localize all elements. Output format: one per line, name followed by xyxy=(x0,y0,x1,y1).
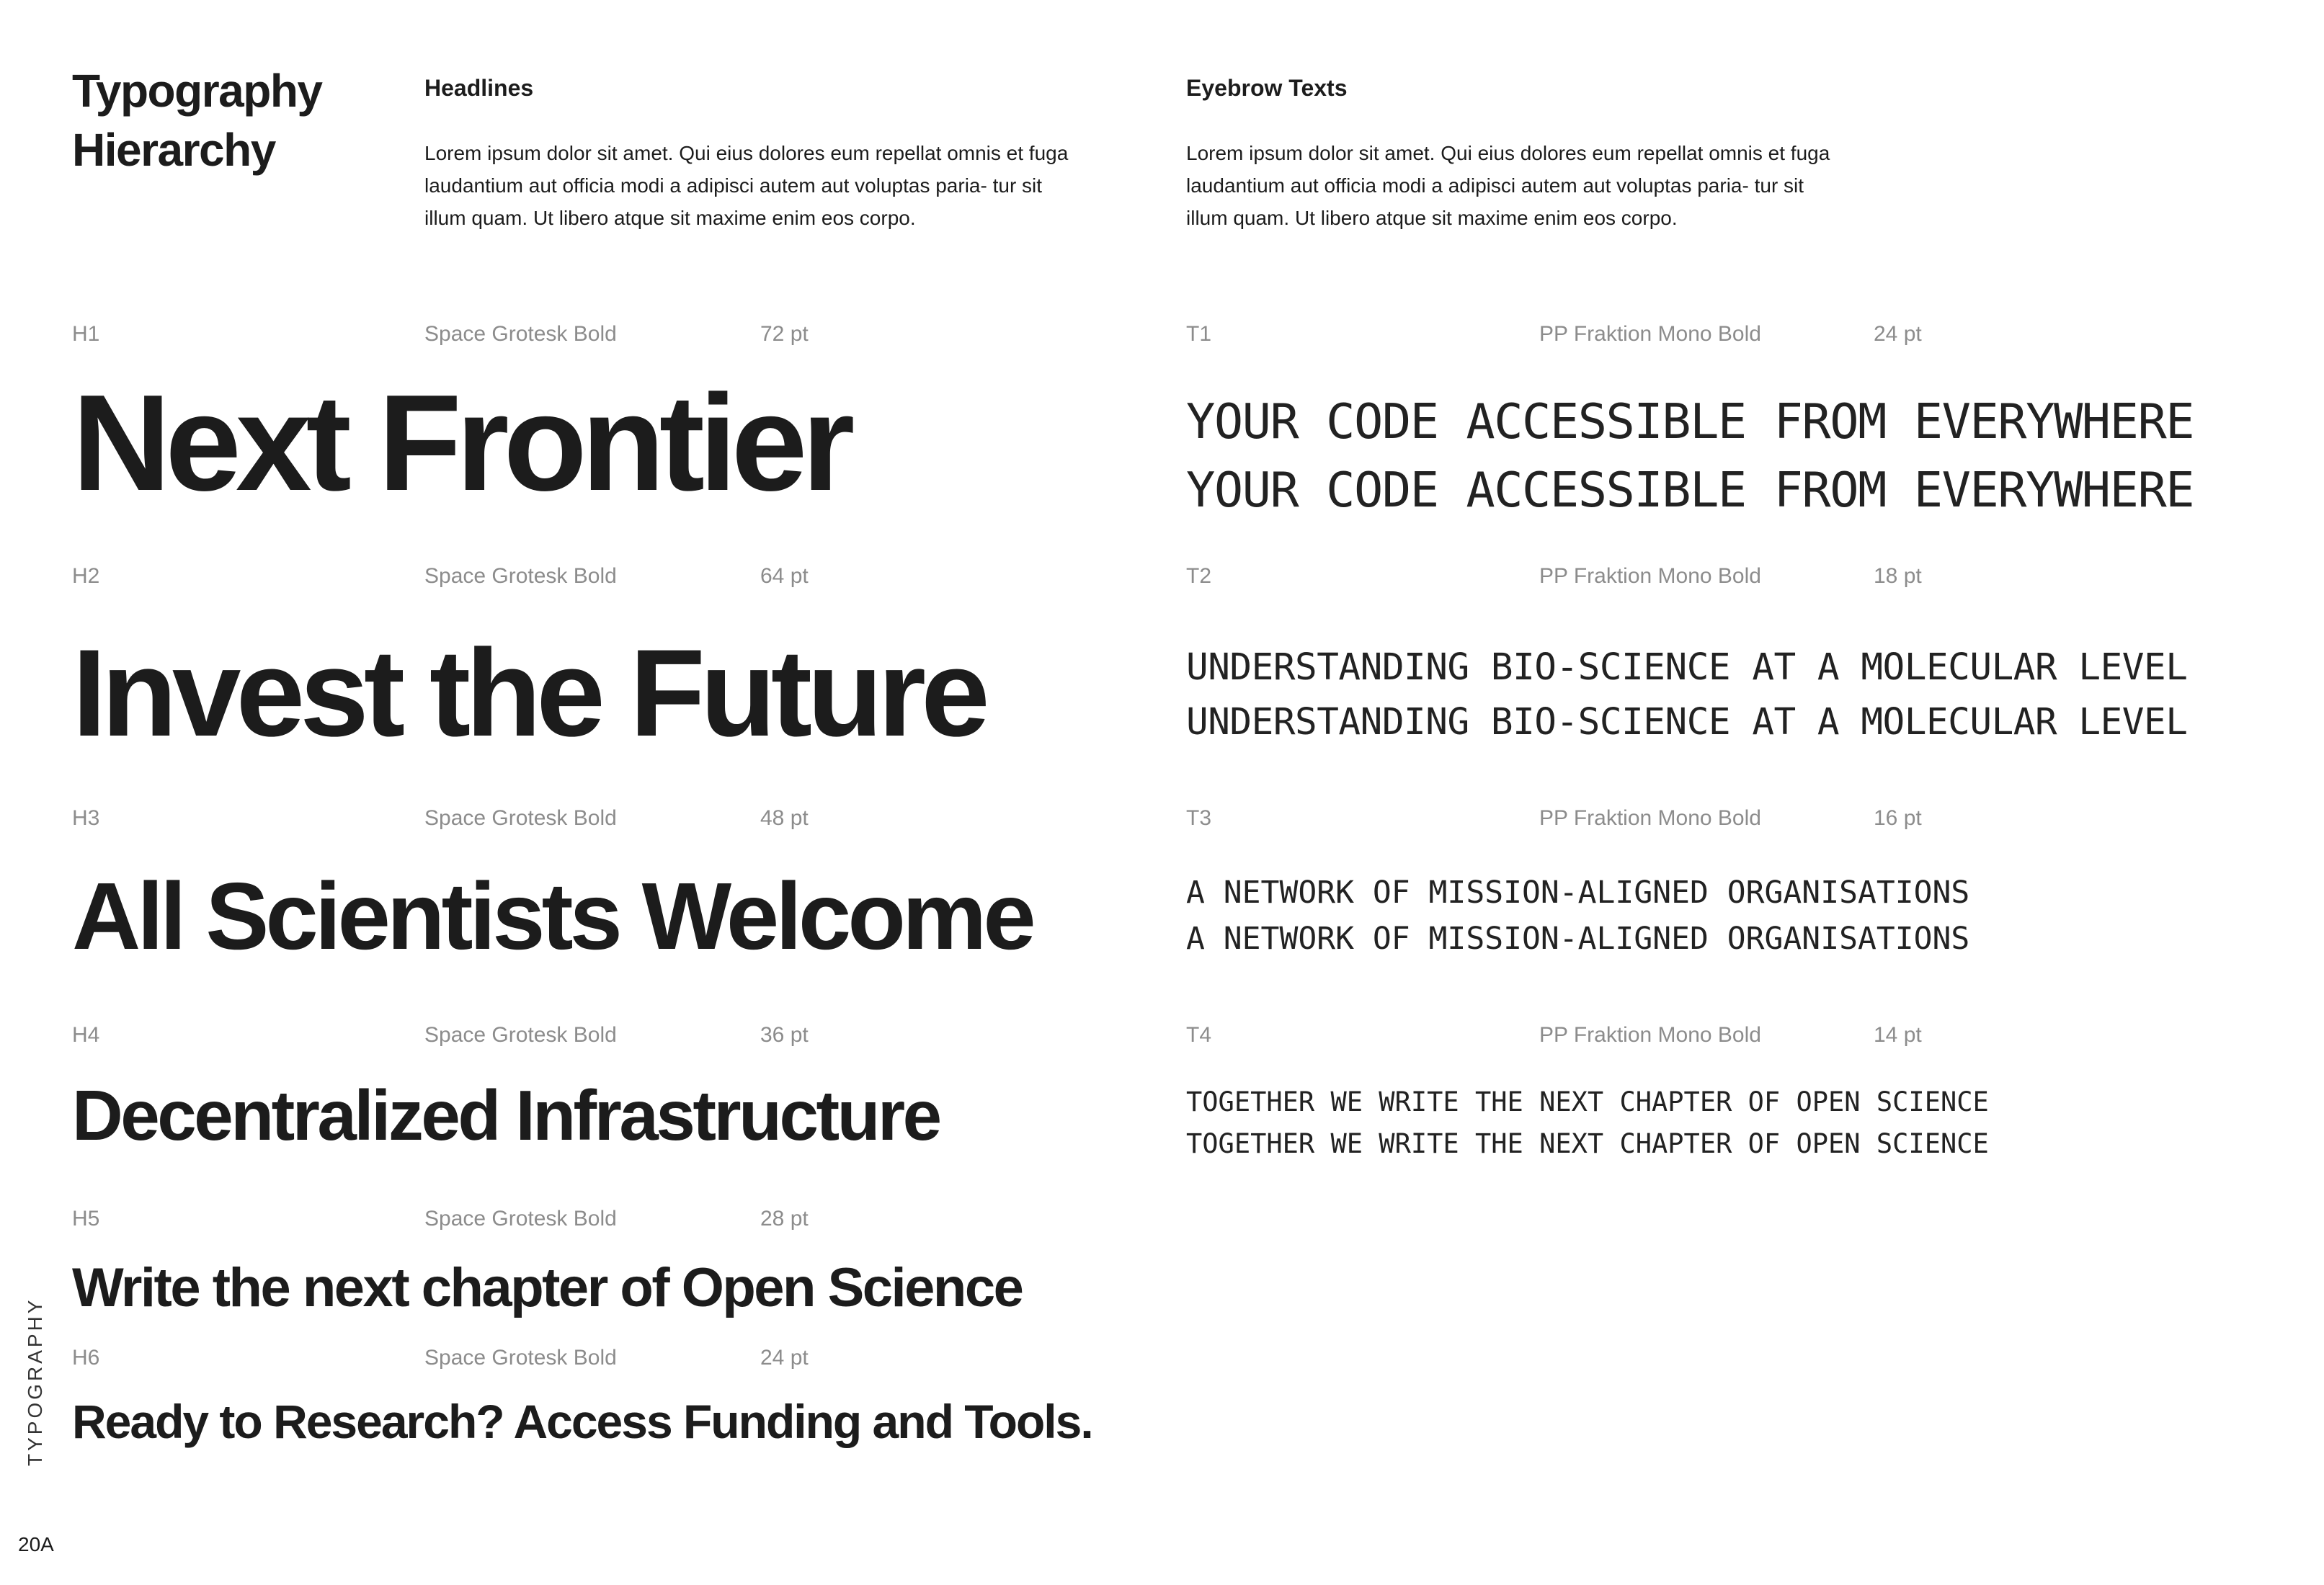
h2-sample: Invest the Future xyxy=(72,624,985,762)
h4-sample: Decentralized Infrastructure xyxy=(72,1076,940,1155)
h1-size: 72 pt xyxy=(760,322,809,346)
h4-font: Space Grotesk Bold xyxy=(424,1023,617,1047)
h4-size: 36 pt xyxy=(760,1023,809,1047)
h6-sample: Ready to Research? Access Funding and Tools. xyxy=(72,1395,1092,1448)
t1-font: PP Fraktion Mono Bold xyxy=(1539,322,1761,346)
h4-tag: H4 xyxy=(72,1023,100,1047)
eyebrow-description: Lorem ipsum dolor sit amet. Qui eius dolores eum repellat omnis et fuga laudantium aut officia modi a adipisci autem aut voluptas paria- tur sit illum quam. Ut libero atque sit maxime enim eos corpo. xyxy=(1186,142,1830,229)
headlines-heading: Headlines xyxy=(424,75,534,101)
t2-sample-line-1: UNDERSTANDING BIO-SCIENCE AT A MOLECULAR LEVEL xyxy=(1186,646,2188,689)
h5-size: 28 pt xyxy=(760,1207,809,1231)
h5-font: Space Grotesk Bold xyxy=(424,1207,617,1231)
t1-tag: T1 xyxy=(1186,322,1212,346)
h5-tag: H5 xyxy=(72,1207,100,1231)
t2-sample-line-2: UNDERSTANDING BIO-SCIENCE AT A MOLECULAR LEVEL xyxy=(1186,701,2188,744)
h1-tag: H1 xyxy=(72,322,100,346)
t1-size: 24 pt xyxy=(1874,322,1922,346)
eyebrow-heading: Eyebrow Texts xyxy=(1186,75,1348,101)
t4-tag: T4 xyxy=(1186,1023,1212,1047)
t4-font: PP Fraktion Mono Bold xyxy=(1539,1023,1761,1047)
h3-sample: All Scientists Welcome xyxy=(72,863,1033,969)
h5-sample: Write the next chapter of Open Science xyxy=(72,1257,1023,1318)
t4-sample-line-1: TOGETHER WE WRITE THE NEXT CHAPTER OF OPEN SCIENCE xyxy=(1186,1086,1989,1117)
page-title xyxy=(72,61,322,179)
t3-sample-line-2: A NETWORK OF MISSION-ALIGNED ORGANISATIONS xyxy=(1186,921,1970,957)
page-title-line-2: Hierarchy xyxy=(72,124,275,176)
t3-font: PP Fraktion Mono Bold xyxy=(1539,806,1761,830)
h1-sample: Next Frontier xyxy=(72,367,850,519)
page-title-line-1: Typography xyxy=(72,65,322,117)
h6-font: Space Grotesk Bold xyxy=(424,1346,617,1370)
t2-font: PP Fraktion Mono Bold xyxy=(1539,564,1761,588)
t4-sample-line-2: TOGETHER WE WRITE THE NEXT CHAPTER OF OPEN SCIENCE xyxy=(1186,1128,1989,1159)
h6-size: 24 pt xyxy=(760,1346,809,1370)
h1-font: Space Grotesk Bold xyxy=(424,322,617,346)
headlines-description: Lorem ipsum dolor sit amet. Qui eius dolores eum repellat omnis et fuga laudantium aut officia modi a adipisci autem aut voluptas paria- tur sit illum quam. Ut libero atque sit maxime enim eos corpo. xyxy=(424,142,1069,229)
t1-sample-line-2: YOUR CODE ACCESSIBLE FROM EVERYWHERE xyxy=(1186,462,2194,518)
h3-size: 48 pt xyxy=(760,806,809,830)
h6-tag: H6 xyxy=(72,1346,100,1370)
t4-size: 14 pt xyxy=(1874,1023,1922,1047)
t2-size: 18 pt xyxy=(1874,564,1922,588)
h3-font: Space Grotesk Bold xyxy=(424,806,617,830)
page-number: 20A xyxy=(18,1533,54,1555)
t3-tag: T3 xyxy=(1186,806,1212,830)
t3-sample-line-1: A NETWORK OF MISSION-ALIGNED ORGANISATIONS xyxy=(1186,875,1970,911)
t2-tag: T2 xyxy=(1186,564,1212,588)
t3-size: 16 pt xyxy=(1874,806,1922,830)
t1-sample-line-1: YOUR CODE ACCESSIBLE FROM EVERYWHERE xyxy=(1186,393,2194,450)
section-side-label: TYPOGRAPHY xyxy=(24,1297,46,1466)
h2-font: Space Grotesk Bold xyxy=(424,564,617,588)
h3-tag: H3 xyxy=(72,806,100,830)
h2-tag: H2 xyxy=(72,564,100,588)
h2-size: 64 pt xyxy=(760,564,809,588)
